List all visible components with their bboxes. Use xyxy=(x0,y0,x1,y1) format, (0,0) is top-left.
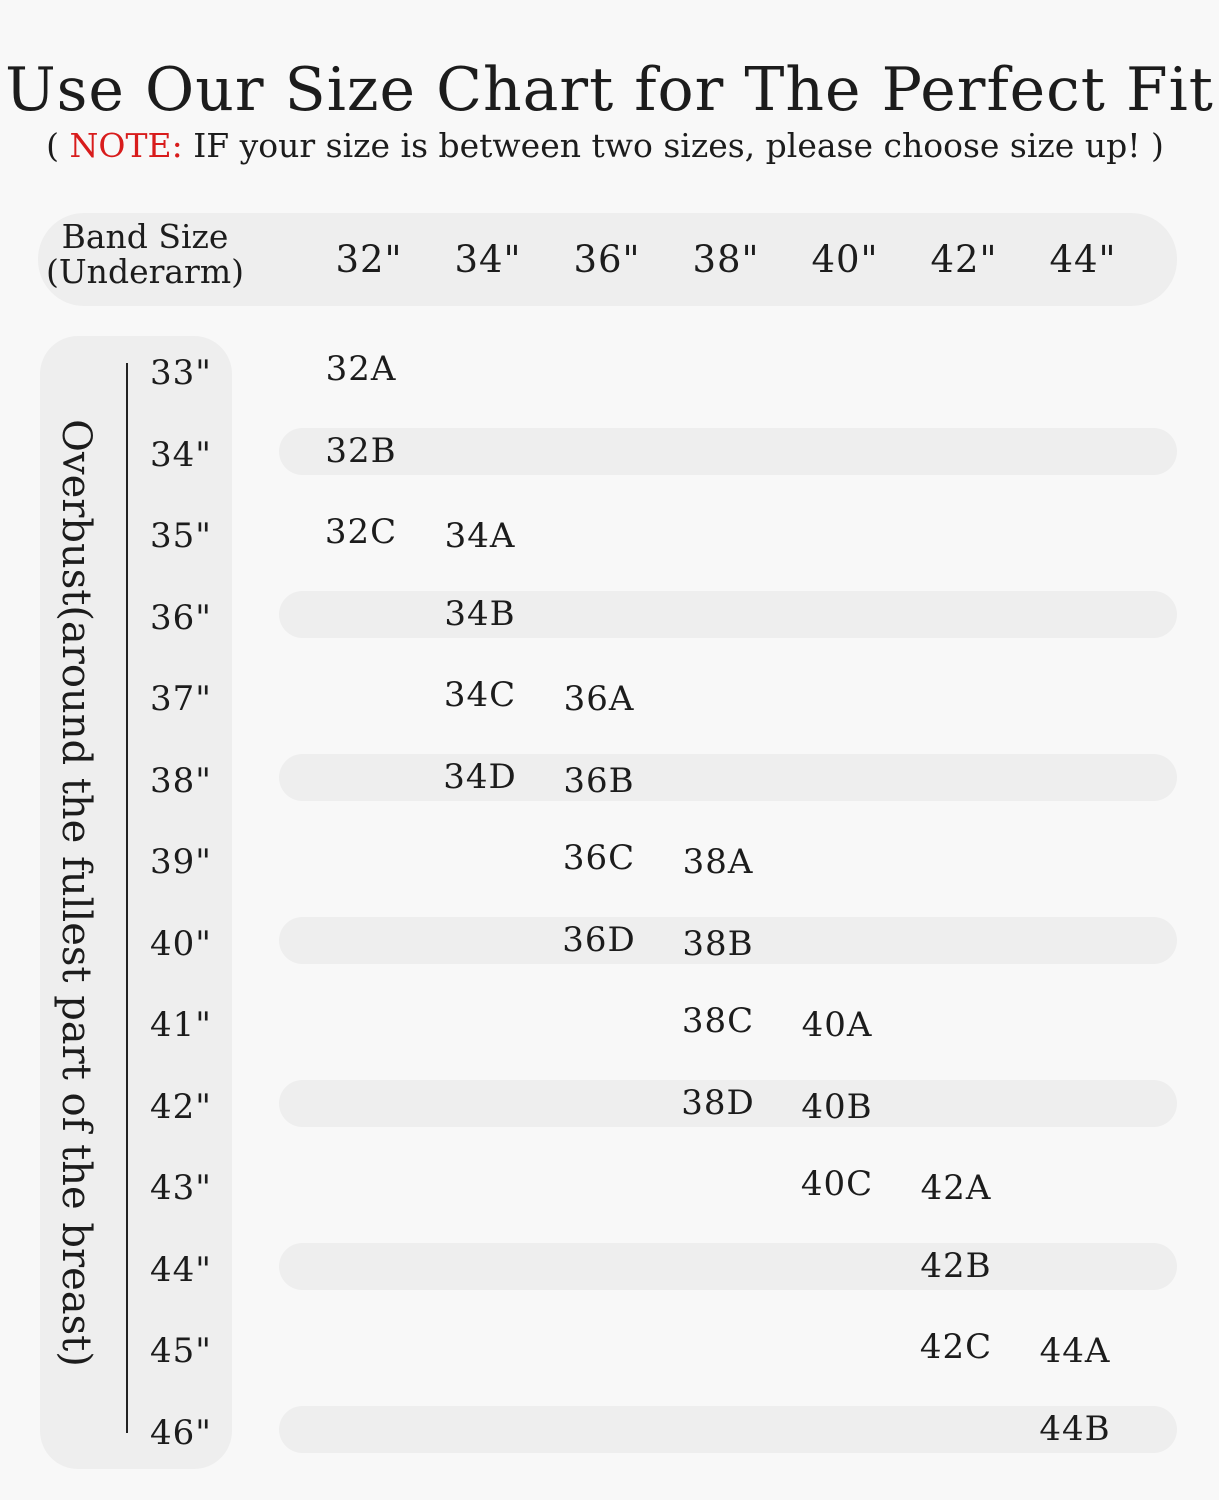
band-size-column-header: 34" xyxy=(454,238,522,281)
band-size-label-line-1: Band Size xyxy=(61,217,229,256)
band-size-column-header: 32" xyxy=(335,238,403,281)
size-cell: 40A xyxy=(801,1005,873,1045)
size-cell: 42C xyxy=(919,1327,993,1367)
overbust-row-label: 41" xyxy=(150,1005,212,1045)
size-cell: 44B xyxy=(1039,1408,1111,1449)
size-cell: 42B xyxy=(920,1245,992,1286)
size-cell: 32C xyxy=(324,512,398,552)
size-cell: 36D xyxy=(562,919,636,960)
overbust-row-label: 42" xyxy=(150,1086,212,1127)
note-open: ( xyxy=(46,126,70,165)
band-size-column-header: 44" xyxy=(1049,238,1117,281)
overbust-row-label: 45" xyxy=(150,1331,212,1371)
size-cell: 38C xyxy=(681,1001,755,1041)
page-title: Use Our Size Chart for The Perfect Fit xyxy=(5,55,1214,125)
overbust-row-label: 43" xyxy=(150,1168,212,1208)
size-note xyxy=(0,124,1210,168)
row-stripe xyxy=(279,754,1177,801)
row-stripe xyxy=(279,1243,1177,1290)
size-cell: 34A xyxy=(444,516,516,556)
overbust-row-label: 44" xyxy=(150,1249,212,1290)
size-cell: 42A xyxy=(920,1168,992,1208)
size-cell: 32B xyxy=(325,430,397,471)
band-size-label xyxy=(42,219,248,289)
size-cell: 34D xyxy=(443,756,517,797)
overbust-row-label: 39" xyxy=(150,842,212,882)
size-cell: 44A xyxy=(1039,1331,1111,1371)
overbust-row-label: 38" xyxy=(150,760,212,801)
size-cell: 34B xyxy=(444,593,516,634)
overbust-row-label: 46" xyxy=(150,1412,212,1453)
size-cell: 38D xyxy=(681,1082,755,1123)
size-cell: 38A xyxy=(682,842,754,882)
band-size-column-header: 42" xyxy=(930,238,998,281)
overbust-row-label: 35" xyxy=(150,516,212,556)
overbust-row-label: 37" xyxy=(150,679,212,719)
size-cell: 34C xyxy=(443,675,517,715)
note-text: IF your size is between two sizes, please choose size up! ) xyxy=(182,126,1164,165)
size-cell: 40B xyxy=(801,1086,873,1127)
overbust-divider-line xyxy=(126,363,128,1433)
row-stripe xyxy=(279,591,1177,638)
size-cell: 40C xyxy=(800,1164,874,1204)
size-cell: 32A xyxy=(325,349,397,389)
size-cell: 36C xyxy=(562,838,636,878)
size-cell: 38B xyxy=(682,923,754,964)
band-size-column-header: 38" xyxy=(692,238,760,281)
size-cell: 36A xyxy=(563,679,635,719)
note-keyword: NOTE: xyxy=(69,126,183,165)
overbust-row-label: 34" xyxy=(150,434,212,475)
overbust-row-label: 33" xyxy=(150,353,212,393)
overbust-row-label: 36" xyxy=(150,597,212,638)
size-cell: 36B xyxy=(563,760,635,801)
band-size-column-header: 40" xyxy=(811,238,879,281)
band-size-column-header: 36" xyxy=(573,238,641,281)
overbust-label: Overbust(around the fullest part of the breast) xyxy=(53,419,99,1367)
overbust-row-label: 40" xyxy=(150,923,212,964)
band-size-label-line-2: (Underarm) xyxy=(46,252,244,291)
